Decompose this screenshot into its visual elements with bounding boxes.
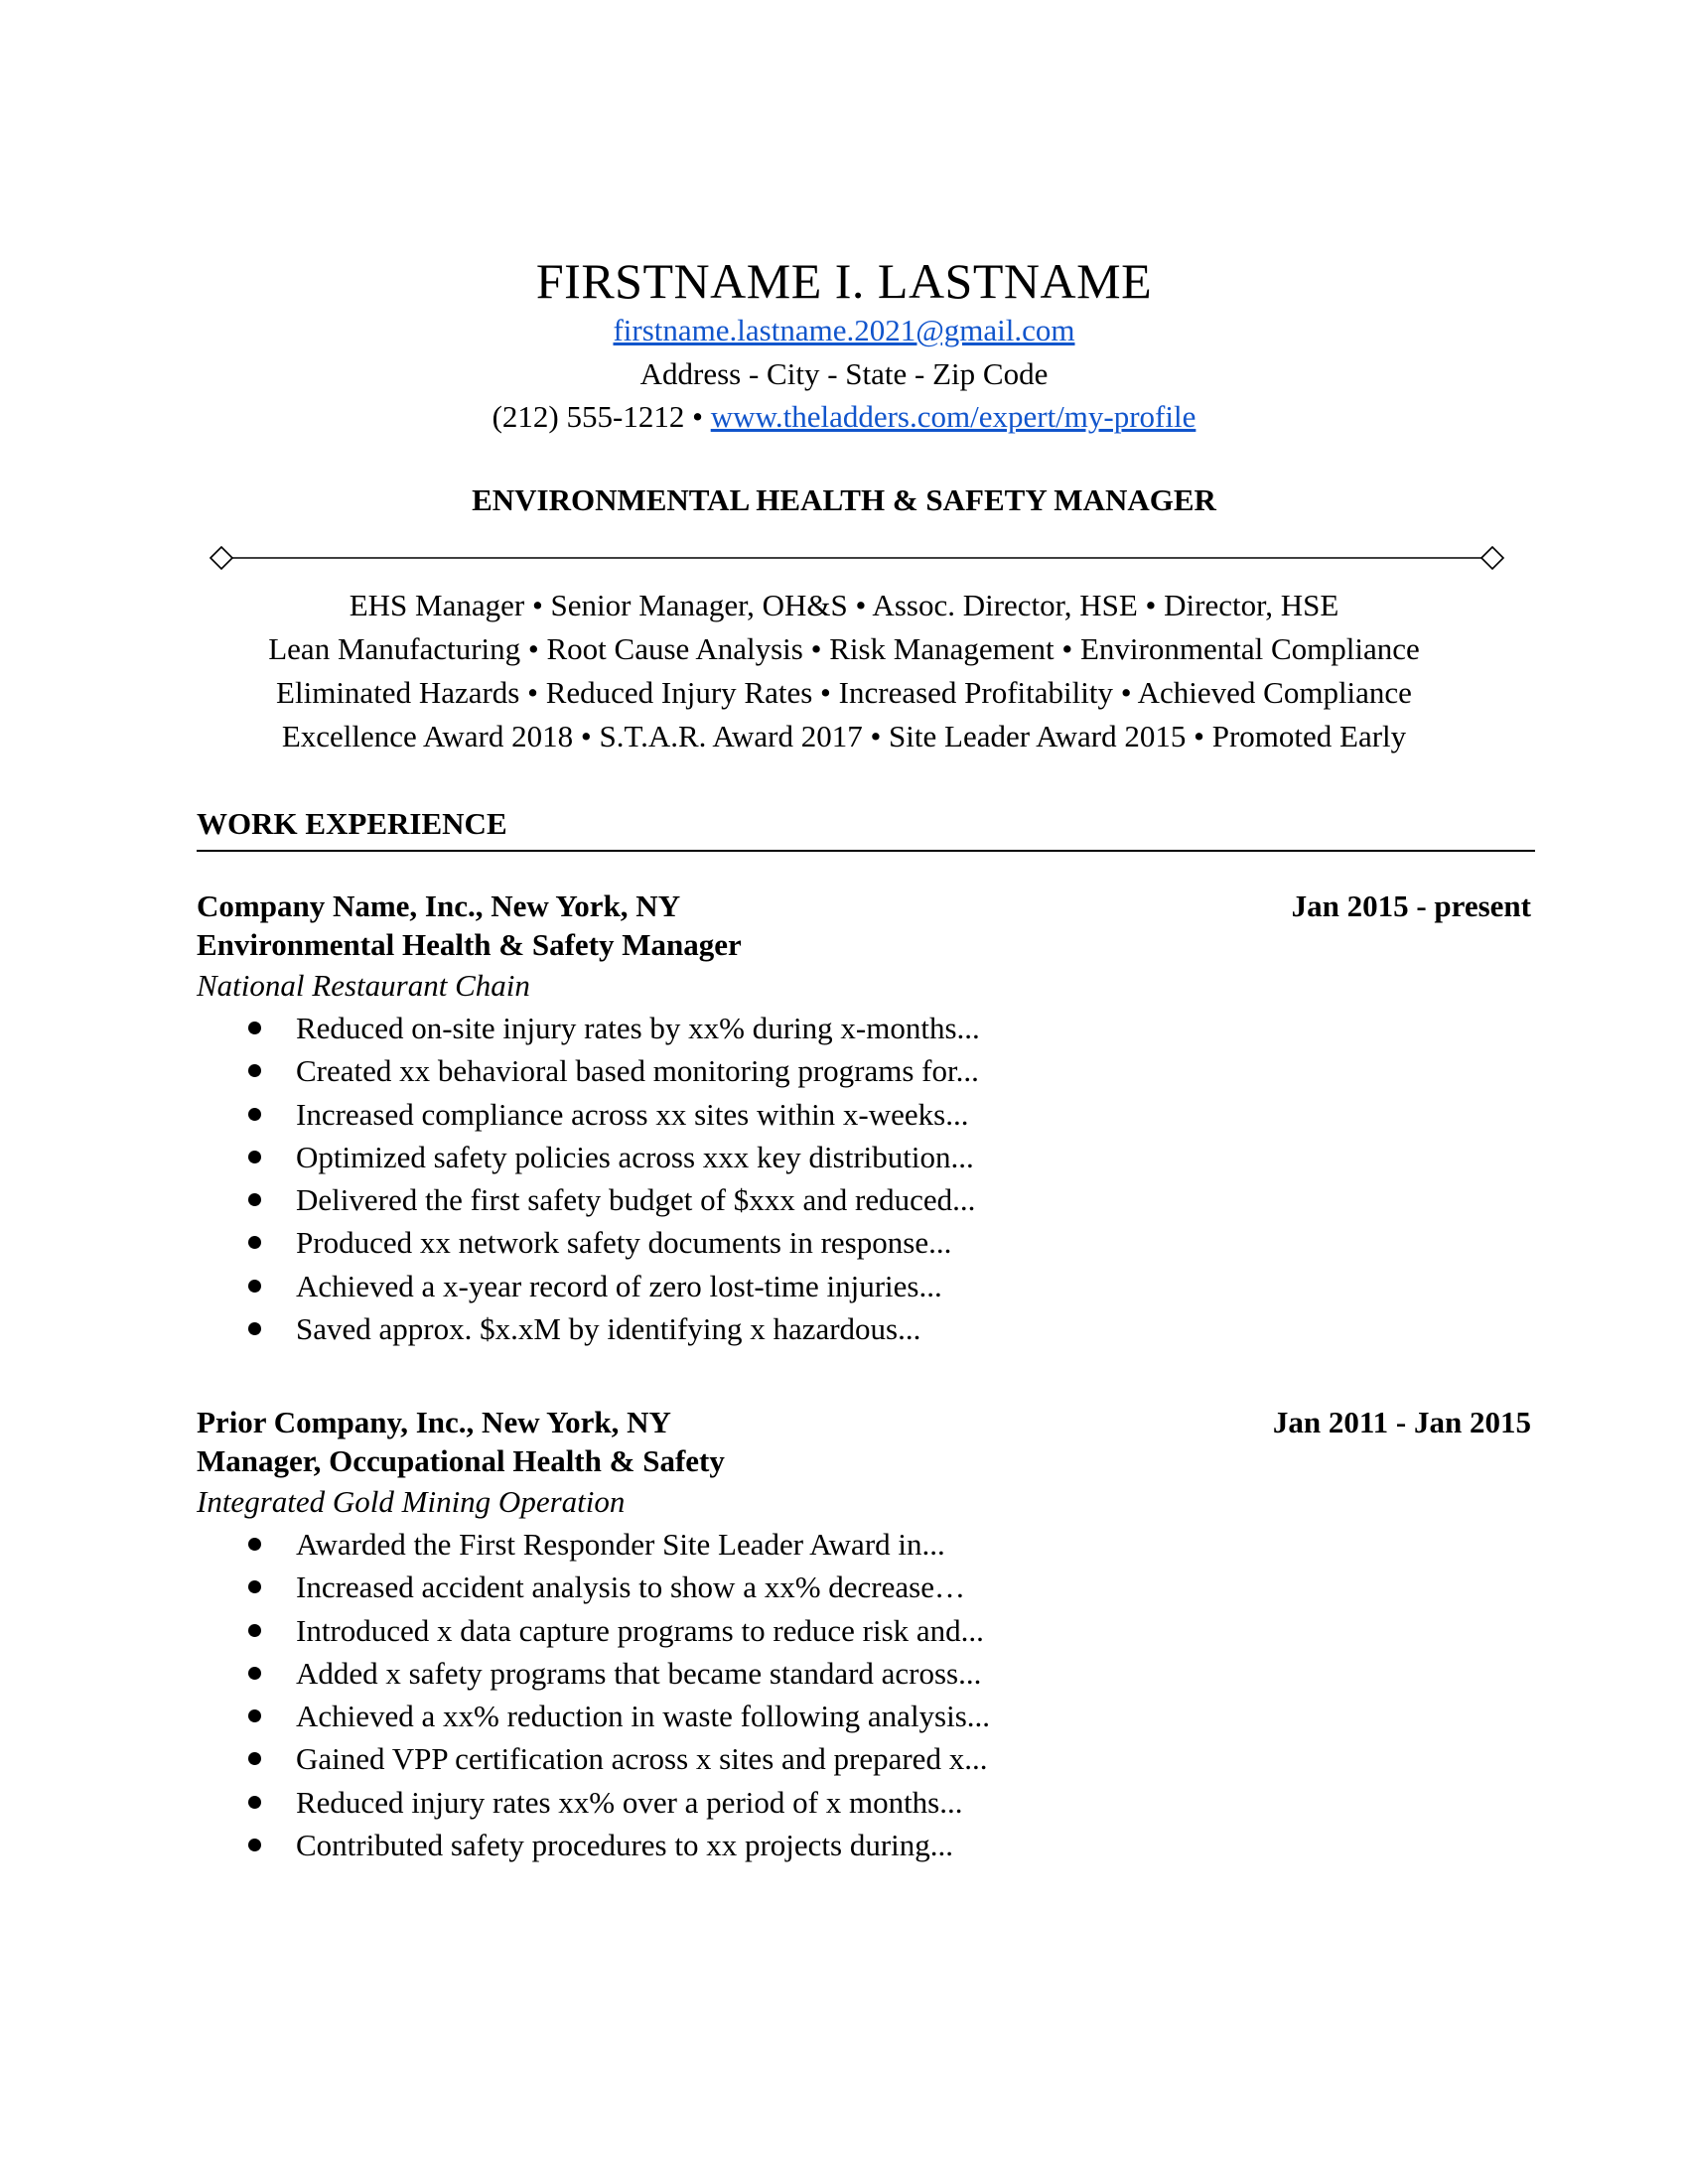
bullet-text: Achieved a xx% reduction in waste following analysis... [296, 1699, 991, 1734]
job-company: Prior Company, Inc., New York, NY [197, 1405, 671, 1439]
bullet-dot-icon [248, 1624, 261, 1637]
bullet-text: Saved approx. $x.xM by identifying x hazardous... [296, 1311, 921, 1347]
job-bullet [197, 1566, 1535, 1608]
keyword-line-titles: EHS Manager • Senior Manager, OH&S • Assoc. Director, HSE • Director, HSE [349, 588, 1339, 622]
job-bullet [197, 1049, 1535, 1092]
email-line [0, 311, 1688, 350]
bullet-text: Created xx behavioral based monitoring programs for... [296, 1053, 979, 1089]
bullet-text: Added x safety programs that became standard across... [296, 1655, 982, 1691]
job-bullet-list [197, 1523, 1535, 1866]
job-bullet [197, 1265, 1535, 1307]
job-dates: Jan 2015 - present [1291, 888, 1531, 923]
bullet-dot-icon [248, 1322, 261, 1335]
job-entry [197, 1403, 1535, 1866]
bullet-text: Optimized safety policies across xxx key distribution... [296, 1139, 974, 1174]
job-bullet [197, 1824, 1535, 1866]
bullet-text: Increased accident analysis to show a xx% decrease… [296, 1570, 965, 1605]
bullet-text: Reduced on-site injury rates by xx% during x-months... [296, 1011, 980, 1045]
bullet-dot-icon [248, 1193, 261, 1206]
bullet-dot-icon [248, 1796, 261, 1809]
divider-diamond-left [211, 547, 232, 569]
headline-divider [209, 546, 1505, 570]
bullet-text: Introduced x data capture programs to reduce risk and... [296, 1612, 984, 1648]
keyword-line-awards: Excellence Award 2018 • S.T.A.R. Award 2017 • Site Leader Award 2015 • Promoted Early [281, 719, 1407, 753]
bullet-dot-icon [248, 1236, 261, 1249]
bullet-dot-icon [248, 1022, 261, 1034]
bullet-text: Increased compliance across xx sites within x-weeks... [296, 1096, 969, 1132]
job-bullet [197, 1781, 1535, 1824]
bullet-dot-icon [248, 1064, 261, 1077]
job-title: Environmental Health & Safety Manager [197, 927, 742, 962]
bullet-dot-icon [248, 1538, 261, 1551]
email-link[interactable]: firstname.lastname.2021@gmail.com [613, 313, 1075, 347]
job-bullet [197, 1695, 1535, 1737]
job-organization: National Restaurant Chain [197, 968, 530, 1003]
job-header [197, 887, 1535, 925]
job-bullet [197, 1652, 1535, 1695]
bullet-text: Delivered the first safety budget of $xxx and reduced... [296, 1182, 976, 1218]
job-entry [197, 887, 1535, 1350]
keyword-line-results: Eliminated Hazards • Reduced Injury Rates • Increased Profitability • Achieved Compliance [276, 675, 1412, 710]
bullet-text: Achieved a x-year record of zero lost-time injuries... [296, 1268, 942, 1303]
section-title-work-experience: WORK EXPERIENCE [197, 806, 507, 841]
bullet-dot-icon [248, 1839, 261, 1851]
job-bullet [197, 1307, 1535, 1350]
professional-headline: ENVIRONMENTAL HEALTH & SAFETY MANAGER [472, 482, 1216, 517]
job-bullet [197, 1007, 1535, 1049]
bullet-dot-icon [248, 1667, 261, 1680]
job-bullet [197, 1136, 1535, 1178]
job-dates: Jan 2011 - Jan 2015 [1272, 1405, 1531, 1439]
phone-number: (212) 555-1212 [492, 399, 685, 434]
bullet-text: Contributed safety procedures to xx projects during... [296, 1828, 954, 1863]
bullet-dot-icon [248, 1580, 261, 1593]
job-company: Company Name, Inc., New York, NY [197, 888, 681, 923]
contact-separator: • [684, 399, 711, 434]
bullet-text: Awarded the First Responder Site Leader Award in... [296, 1527, 945, 1562]
bullet-text: Produced xx network safety documents in response... [296, 1225, 952, 1261]
bullet-text: Gained VPP certification across x sites and prepared x... [296, 1741, 988, 1777]
section-rule [197, 850, 1535, 852]
bullet-dot-icon [248, 1151, 261, 1163]
address-line: Address - City - State - Zip Code [639, 356, 1049, 391]
job-organization: Integrated Gold Mining Operation [197, 1484, 626, 1519]
keyword-summary [0, 584, 1688, 758]
keyword-line-skills: Lean Manufacturing • Root Cause Analysis • Risk Management • Environmental Compliance [268, 631, 1420, 666]
bullet-dot-icon [248, 1709, 261, 1722]
job-bullet [197, 1093, 1535, 1136]
job-header [197, 1403, 1535, 1441]
bullet-text: Reduced injury rates xx% over a period of x months... [296, 1784, 963, 1820]
divider-diamond-right [1481, 547, 1503, 569]
phone-profile-line [0, 397, 1688, 437]
profile-link[interactable]: www.theladders.com/expert/my-profile [710, 399, 1196, 434]
candidate-name: FIRSTNAME I. LASTNAME [535, 253, 1153, 309]
job-bullet [197, 1609, 1535, 1652]
job-title: Manager, Occupational Health & Safety [197, 1443, 725, 1478]
job-bullet [197, 1221, 1535, 1264]
job-bullet-list [197, 1007, 1535, 1350]
job-bullet [197, 1178, 1535, 1221]
job-bullet [197, 1523, 1535, 1566]
bullet-dot-icon [248, 1108, 261, 1121]
bullet-dot-icon [248, 1752, 261, 1765]
bullet-dot-icon [248, 1280, 261, 1293]
job-bullet [197, 1737, 1535, 1780]
